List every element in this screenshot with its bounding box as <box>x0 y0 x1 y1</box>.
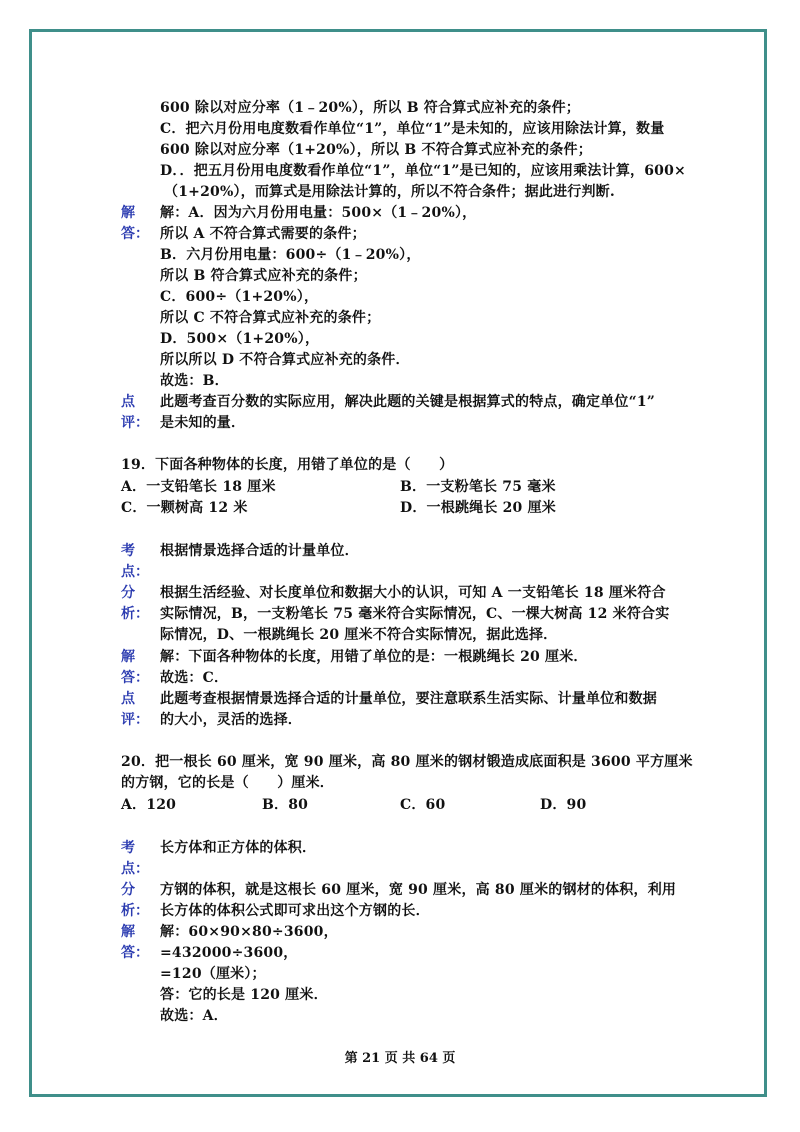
solution-line: 解：A．因为六月份用电量：500×（1﹣20%）， <box>160 205 477 221</box>
solution-line: 所以所以 D 不符合算式应补充的条件． <box>160 352 410 368</box>
q19-analysis-line: 实际情况，B，一支粉笔长 75 毫米符合实际情况，C、一棵大树高 12 米符合实 <box>160 606 670 622</box>
label-dian: 点： <box>121 861 149 877</box>
question-20-stem: 20．把一根长 60 厘米，宽 90 厘米，高 80 厘米的钢材锻造成底面积是 3600 平方厘米 <box>121 754 693 770</box>
analysis-line: D．．把五月份用电度数看作单位“1”，单位“1”是已知的，应该用乘法计算，600× <box>160 163 686 179</box>
q19-analysis-line: 根据生活经验、对长度单位和数据大小的认识，可知 A 一支铅笔长 18 厘米符合 <box>160 585 666 601</box>
q19-solution-line: 解：下面各种物体的长度，用错了单位的是：一根跳绳长 20 厘米． <box>160 649 588 665</box>
label-ping: 评： <box>121 415 149 431</box>
label-jie: 解 <box>121 205 135 221</box>
q19-option-c: C．一颗树高 12 米 <box>121 500 248 516</box>
analysis-line: C．把六月份用电度数看作单位“1”，单位“1”是未知的，应该用除法计算，数量 <box>160 121 665 137</box>
q20-analysis-line: 方钢的体积，就是这根长 60 厘米，宽 90 厘米，高 80 厘米的钢材的体积，利用 <box>160 882 677 898</box>
label-ping: 评： <box>121 712 149 728</box>
q20-solution-line: 故选：A． <box>160 1008 228 1024</box>
q20-analysis-line: 长方体的体积公式即可求出这个方钢的长． <box>160 903 430 919</box>
page-number-footer: 第 21 页 共 64 页 <box>344 1051 456 1066</box>
q20-solution-line: =120（厘米）； <box>160 966 266 982</box>
label-da: 答： <box>121 945 149 961</box>
label-jie: 解 <box>121 924 135 940</box>
solution-line: 所以 A 不符合算式需要的条件； <box>160 226 366 242</box>
label-fen: 分 <box>121 585 135 601</box>
q20-solution-line: 答：它的长是 120 厘米． <box>160 987 328 1003</box>
label-fen: 分 <box>121 882 135 898</box>
q20-kaodian: 长方体和正方体的体积． <box>160 840 317 856</box>
analysis-line: 600 除以对应分率（1+20%），所以 B 不符合算式应补充的条件； <box>160 142 592 158</box>
label-kao: 考 <box>121 840 135 856</box>
label-dian: 点 <box>121 691 135 707</box>
q19-option-b: B．一支粉笔长 75 毫米 <box>400 479 556 495</box>
q20-solution-line: 解：60×90×80÷3600， <box>160 924 338 940</box>
analysis-line: 600 除以对应分率（1﹣20%），所以 B 符合算式应补充的条件； <box>160 100 581 116</box>
q20-option-b: B．80 <box>262 797 309 813</box>
label-da: 答： <box>121 226 149 242</box>
comment-line: 是未知的量． <box>160 415 246 431</box>
label-dian: 点 <box>121 394 135 410</box>
comment-line: 此题考查百分数的实际应用，解决此题的关键是根据算式的特点，确定单位“1” <box>160 394 656 410</box>
question-19-stem: 19．下面各种物体的长度，用错了单位的是（ ） <box>121 457 454 473</box>
solution-line: 所以 B 符合算式应补充的条件； <box>160 268 367 284</box>
solution-line: C．600÷（1+20%）， <box>160 289 319 305</box>
q19-comment-line: 的大小，灵活的选择． <box>160 712 302 728</box>
label-kao: 考 <box>121 543 135 559</box>
q20-option-a: A．120 <box>121 797 177 813</box>
label-dian: 点： <box>121 564 149 580</box>
q19-solution-line: 故选：C． <box>160 670 229 686</box>
q20-option-d: D．90 <box>540 797 587 813</box>
q20-option-c: C．60 <box>400 797 446 813</box>
question-20-stem: 的方钢，它的长是（ ）厘米． <box>121 775 334 791</box>
label-xi: 析： <box>121 903 149 919</box>
solution-line: B．六月份用电量：600÷（1﹣20%）， <box>160 247 421 263</box>
label-da: 答： <box>121 670 149 686</box>
solution-line: D．500×（1+20%）， <box>160 331 320 347</box>
label-xi: 析： <box>121 606 149 622</box>
solution-line: 故选：B． <box>160 373 229 389</box>
solution-line: 所以 C 不符合算式应补充的条件； <box>160 310 381 326</box>
q19-option-d: D．一根跳绳长 20 厘米 <box>400 500 556 516</box>
q19-analysis-line: 际情况，D、一根跳绳长 20 厘米不符合实际情况，据此选择． <box>160 627 558 643</box>
q19-option-a: A．一支铅笔长 18 厘米 <box>121 479 276 495</box>
label-jie: 解 <box>121 649 135 665</box>
q19-kaodian: 根据情景选择合适的计量单位． <box>160 543 359 559</box>
analysis-line: （1+20%），而算式是用除法计算的，所以不符合条件；据此进行判断. <box>164 184 615 200</box>
q20-solution-line: =432000÷3600， <box>160 945 298 961</box>
q19-comment-line: 此题考查根据情景选择合适的计量单位，要注意联系生活实际、计量单位和数据 <box>160 691 657 707</box>
